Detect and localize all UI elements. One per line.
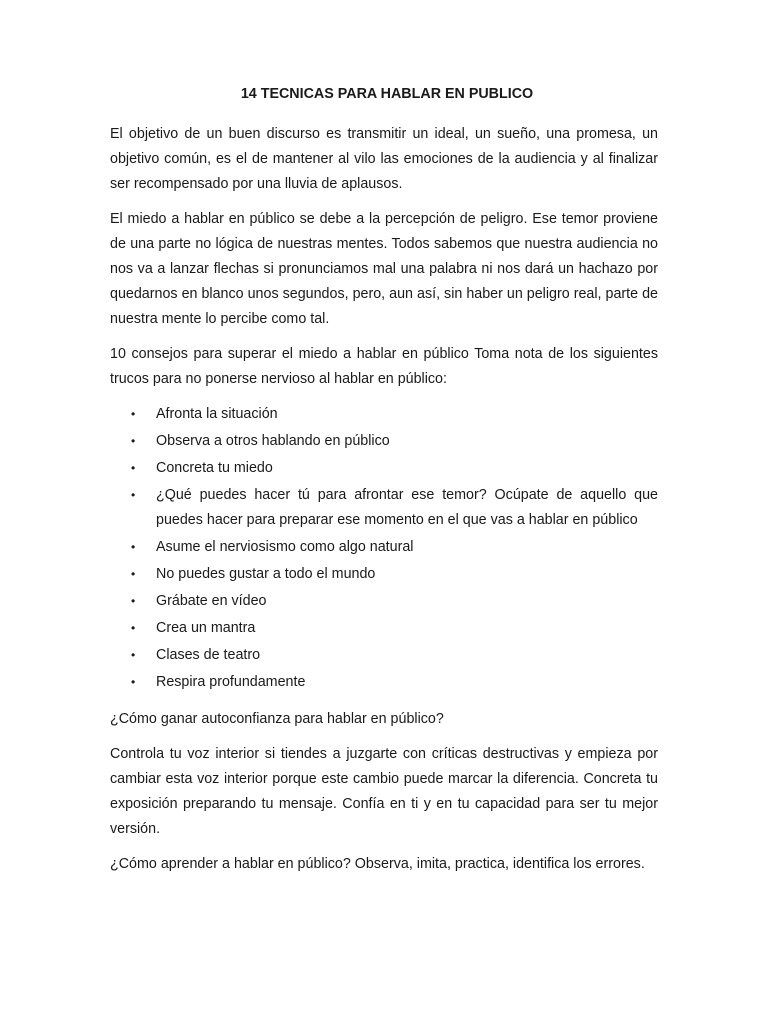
bullet-icon: • (131, 567, 136, 581)
list-item-text: No puedes gustar a todo el mundo (156, 566, 376, 582)
document-title: 14 TECNICAS PARA HABLAR EN PUBLICO (240, 86, 534, 102)
list-item (110, 429, 658, 454)
bullet-icon: • (131, 488, 136, 502)
list-item-text: Concreta tu miedo (156, 460, 273, 476)
paragraph-inner-voice: Controla tu voz interior si tiendes a juzgarte con críticas destructivas y empieza por cambiar esta voz interior porque este cambio puede marcar la diferencia. Concreta tu exposición preparando tu mensaje. Confía en ti y en tu capacidad para ser tu mejor versión. (110, 746, 658, 837)
bullet-icon: • (131, 675, 136, 689)
bullet-icon: • (131, 461, 136, 475)
paragraph-tips-intro: 10 consejos para superar el miedo a hablar en público Toma nota de los siguientes trucos para no ponerse nervioso al hablar en público: (110, 346, 658, 387)
list-item (110, 456, 658, 481)
list-item-text: ¿Qué puedes hacer tú para afrontar ese temor? Ocúpate de aquello que puedes hacer para preparar ese momento en el que vas a hablar en público (156, 487, 658, 528)
paragraph-confidence-question: ¿Cómo ganar autoconfianza para hablar en público? (110, 711, 444, 727)
list-item-text: Afronta la situación (156, 406, 278, 422)
list-item-text: Clases de teatro (156, 647, 261, 663)
list-item (110, 483, 658, 533)
paragraph-learn-question: ¿Cómo aprender a hablar en público? Observa, imita, practica, identifica los errores. (110, 856, 645, 872)
list-item (110, 562, 658, 587)
list-item-text: Crea un mantra (156, 620, 256, 636)
paragraph-fear: El miedo a hablar en público se debe a la percepción de peligro. Ese temor proviene de una parte no lógica de nuestras mentes. Todos sabemos que nuestra audiencia no nos va a lanzar flechas si pronunciamos mal una palabra ni nos dará un hachazo por quedarnos en blanco unos segundos, pero, aun así, sin haber un peligro real, parte de nuestra mente lo percibe como tal. (110, 211, 658, 327)
bullet-icon: • (131, 434, 136, 448)
list-item-text: Asume el nerviosismo como algo natural (156, 539, 414, 555)
list-item (110, 535, 658, 560)
tips-list (110, 402, 658, 695)
bullet-icon: • (131, 594, 136, 608)
list-item-text: Observa a otros hablando en público (156, 433, 390, 449)
bullet-icon: • (131, 407, 136, 421)
list-item (110, 670, 658, 695)
bullet-icon: • (131, 540, 136, 554)
list-item (110, 402, 658, 427)
list-item (110, 616, 658, 641)
bullet-icon: • (131, 621, 136, 635)
list-item-text: Grábate en vídeo (156, 593, 267, 609)
list-item (110, 643, 658, 668)
bullet-icon: • (131, 648, 136, 662)
list-item (110, 589, 658, 614)
paragraph-objective: El objetivo de un buen discurso es transmitir un ideal, un sueño, una promesa, un objetivo común, es el de mantener al vilo las emociones de la audiencia y al finalizar ser recompensado por una lluvia de aplausos. (110, 126, 658, 192)
list-item-text: Respira profundamente (156, 674, 306, 690)
document-page (110, 84, 658, 887)
